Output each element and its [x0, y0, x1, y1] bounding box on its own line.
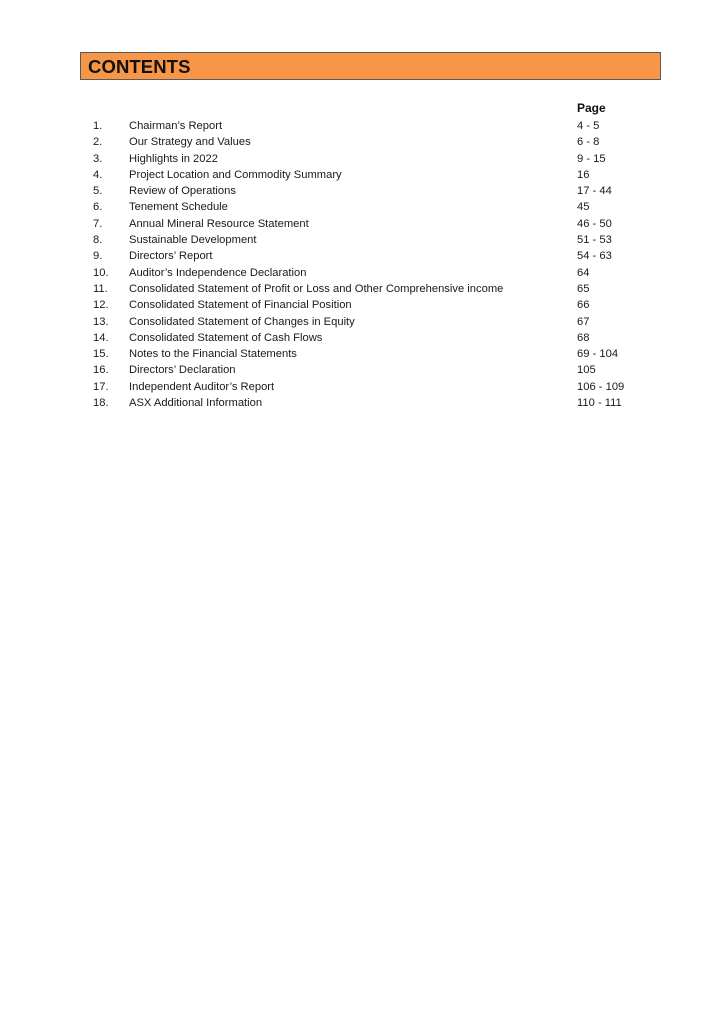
toc-title: Consolidated Statement of Changes in Equity	[129, 315, 355, 328]
toc-page: 69 - 104	[577, 348, 619, 361]
toc-number: 12.	[93, 299, 109, 312]
page-title: CONTENTS	[88, 56, 191, 77]
toc-item-12[interactable]	[93, 297, 653, 313]
toc-page: 105	[577, 364, 596, 377]
toc-title: Directors’ Report	[129, 250, 213, 263]
toc-title: Chairman’s Report	[129, 120, 223, 132]
toc-number: 7.	[93, 217, 103, 230]
toc-item-13[interactable]	[93, 314, 653, 330]
toc-item-2[interactable]	[93, 134, 653, 150]
toc-item-14[interactable]	[93, 330, 653, 346]
toc-page: 106 - 109	[577, 380, 625, 393]
toc-page: 6 - 8	[577, 136, 600, 149]
toc-title: Project Location and Commodity Summary	[129, 168, 342, 181]
toc-title: ASX Additional Information	[129, 397, 263, 410]
toc-page: 45	[577, 201, 590, 214]
toc-number: 11.	[93, 282, 108, 295]
toc-item-3[interactable]	[93, 151, 653, 167]
toc-item-1[interactable]	[93, 118, 653, 134]
toc-title: Directors’ Declaration	[129, 364, 236, 377]
toc-item-15[interactable]	[93, 346, 653, 362]
toc-number: 5.	[93, 185, 103, 198]
toc-page: 64	[577, 266, 590, 279]
toc-page: 9 - 15	[577, 152, 606, 165]
toc-title: Independent Auditor’s Report	[129, 380, 275, 393]
toc-item-11[interactable]	[93, 281, 653, 297]
toc-item-16[interactable]	[93, 362, 653, 378]
toc-title: Annual Mineral Resource Statement	[129, 217, 309, 230]
toc-page: 67	[577, 315, 590, 328]
toc-title: Review of Operations	[129, 185, 236, 198]
toc-title: Highlights in 2022	[129, 152, 218, 165]
toc-title: Consolidated Statement of Profit or Loss and Other Comprehensive income	[129, 282, 504, 295]
toc-number: 4.	[93, 168, 103, 181]
toc-page: 110 - 111	[577, 397, 622, 410]
toc-page: 51 - 53	[577, 234, 612, 247]
toc-number: 1.	[93, 120, 103, 132]
toc-title: Sustainable Development	[129, 234, 257, 247]
contents-banner	[80, 52, 661, 80]
toc-number: 17.	[93, 380, 109, 393]
toc-title: Our Strategy and Values	[129, 136, 251, 149]
toc-number: 10.	[93, 266, 109, 279]
toc-number: 13.	[93, 315, 109, 328]
toc-title: Consolidated Statement of Financial Position	[129, 299, 352, 312]
toc-item-17[interactable]	[93, 379, 653, 395]
toc-number: 16.	[93, 364, 109, 377]
toc-page: 16	[577, 168, 590, 181]
toc-item-10[interactable]	[93, 265, 653, 281]
toc-page: 65	[577, 282, 590, 295]
toc-number: 14.	[93, 331, 109, 344]
table-of-contents	[93, 118, 653, 411]
toc-page: 4 - 5	[577, 120, 600, 132]
toc-title: Auditor’s Independence Declaration	[129, 266, 307, 279]
toc-item-9[interactable]	[93, 248, 653, 264]
toc-item-4[interactable]	[93, 167, 653, 183]
toc-item-18[interactable]	[93, 395, 653, 411]
toc-page: 17 - 44	[577, 185, 612, 198]
toc-number: 8.	[93, 234, 103, 247]
toc-page: 46 - 50	[577, 217, 612, 230]
toc-number: 9.	[93, 250, 103, 263]
page-column-header: Page	[577, 101, 606, 115]
toc-number: 15.	[93, 348, 109, 361]
toc-page: 54 - 63	[577, 250, 612, 263]
toc-title: Consolidated Statement of Cash Flows	[129, 331, 323, 344]
toc-page: 68	[577, 331, 590, 344]
toc-item-6[interactable]	[93, 199, 653, 215]
toc-item-7[interactable]	[93, 216, 653, 232]
toc-number: 18.	[93, 397, 109, 410]
toc-page: 66	[577, 299, 590, 312]
toc-title: Notes to the Financial Statements	[129, 348, 297, 361]
toc-title: Tenement Schedule	[129, 201, 228, 214]
toc-number: 2.	[93, 136, 103, 149]
toc-item-5[interactable]	[93, 183, 653, 199]
toc-item-8[interactable]	[93, 232, 653, 248]
toc-number: 6.	[93, 201, 103, 214]
toc-number: 3.	[93, 152, 103, 165]
